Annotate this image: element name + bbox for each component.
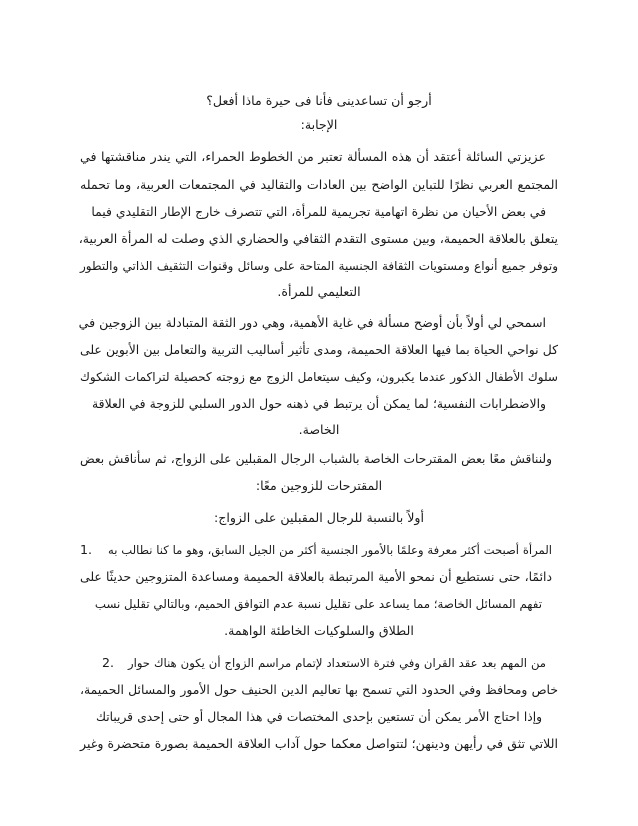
question-text: أرجو أن تساعدينى فأنا فى حيرة ماذا أفعل؟: [206, 93, 432, 108]
section-heading: أولاً بالنسبة للرجال المقبلين على الزواج:: [213, 510, 425, 525]
paragraph2-line: الخاصة.: [298, 422, 340, 437]
list-item-line: خاص ومحافظ وفي الحدود التي تسمح بها تعاليم الدين الحنيف حول الأمور والمسائل الحميمة،: [80, 682, 558, 697]
paragraph2-line: سلوك الأطفال الذكور عندما يكبرون، وكيف سيتعامل الزوج مع زوجته كحصيلة لتراكمات الشكوك: [80, 370, 558, 384]
list-item-line: الطلاق والسلوكيات الخاطئة الواهمة.: [224, 623, 414, 638]
paragraph1-line: التعليمي للمرأة.: [277, 284, 361, 299]
paragraph2-line: اسمحي لي أولاً بأن أوضح مسألة في غاية الأهمية، وهي دور الثقة المتبادلة بين الزوجين في: [78, 315, 546, 330]
paragraph3-line: المقترحات للزوجين معًا:: [255, 478, 383, 493]
paragraph1-line: وتوفر جميع أنواع ومستويات الثقافة الجنسية المتاحة على وسائل وقنوات التثقيف الذاتي والتطور: [80, 259, 558, 273]
paragraph2-line: والاضطرابات النفسية؛ لما يمكن أن يرتبط في ذهنه حول الدور السلبي للزوجة في العلاقة: [92, 396, 546, 411]
list-item-number: 2.: [102, 655, 115, 670]
list-item-line: وإذا احتاج الأمر يمكن أن تستعين بإحدى المختصات في هذا المجال أو حتى إحدى قريباتك: [96, 710, 542, 724]
paragraph3-line: ولنناقش معًا بعض المقترحات الخاصة بالشباب الرجال المقبلين على الزواج، ثم سأناقش بعض: [80, 452, 552, 466]
paragraph1-line: يتعلق بالعلاقة الحميمة، وبين مستوى التقدم الثقافي والحضاري الذي وصلت له المرأة العربية،: [78, 231, 558, 246]
list-item-line: من المهم بعد عقد القران وفي فترة الاستعداد لإتمام مراسم الزواج أن يكون هناك حوار: [128, 656, 546, 670]
paragraph2-line: كل نواحي الحياة بما فيها العلاقة الحميمة، ومدى تأثير أساليب التربية والتعامل بين الأبوين على: [80, 342, 558, 357]
list-item-line: تفهم المسائل الخاصة؛ مما يساعد على تقليل نسبة عدم التوافق الحميم، وبالتالي تقليل نسب: [94, 597, 542, 611]
list-item-number: 1.: [80, 542, 93, 557]
list-item-line: اللاتي تثق في رأيهن ودينهن؛ لتتواصل معكما حول آداب العلاقة الحميمة بصورة متحضرة وغير: [80, 736, 558, 751]
paragraph1-line: في بعض الأحيان من نظرة اتهامية تجريمية للمرأة، التي تتصرف خارج الإطار التقليدي فيما: [91, 204, 546, 219]
paragraph1-line: عزيزتي السائلة أعتقد أن هذه المسألة تعتبر من الخطوط الحمراء، التي يندر مناقشتها في: [80, 149, 546, 164]
list-item-line: المرأة أصبحت أكثر معرفة وعلمًا بالأمور الجنسية أكثر من الجيل السابق، وهو ما كنا نطالب به: [108, 543, 552, 557]
answer-label: الإجابة:: [300, 117, 338, 132]
paragraph1-line: المجتمع العربي نظرًا للتباين الواضح بين العادات والتقاليد في المجتمعات العربية، وما تحمله: [80, 177, 558, 192]
list-item-line: دائمًا، حتى نستطيع أن نمحو الأمية المرتبطة بالعلاقة الحميمة ومساعدة المتزوجين حديثًا على: [80, 569, 552, 584]
